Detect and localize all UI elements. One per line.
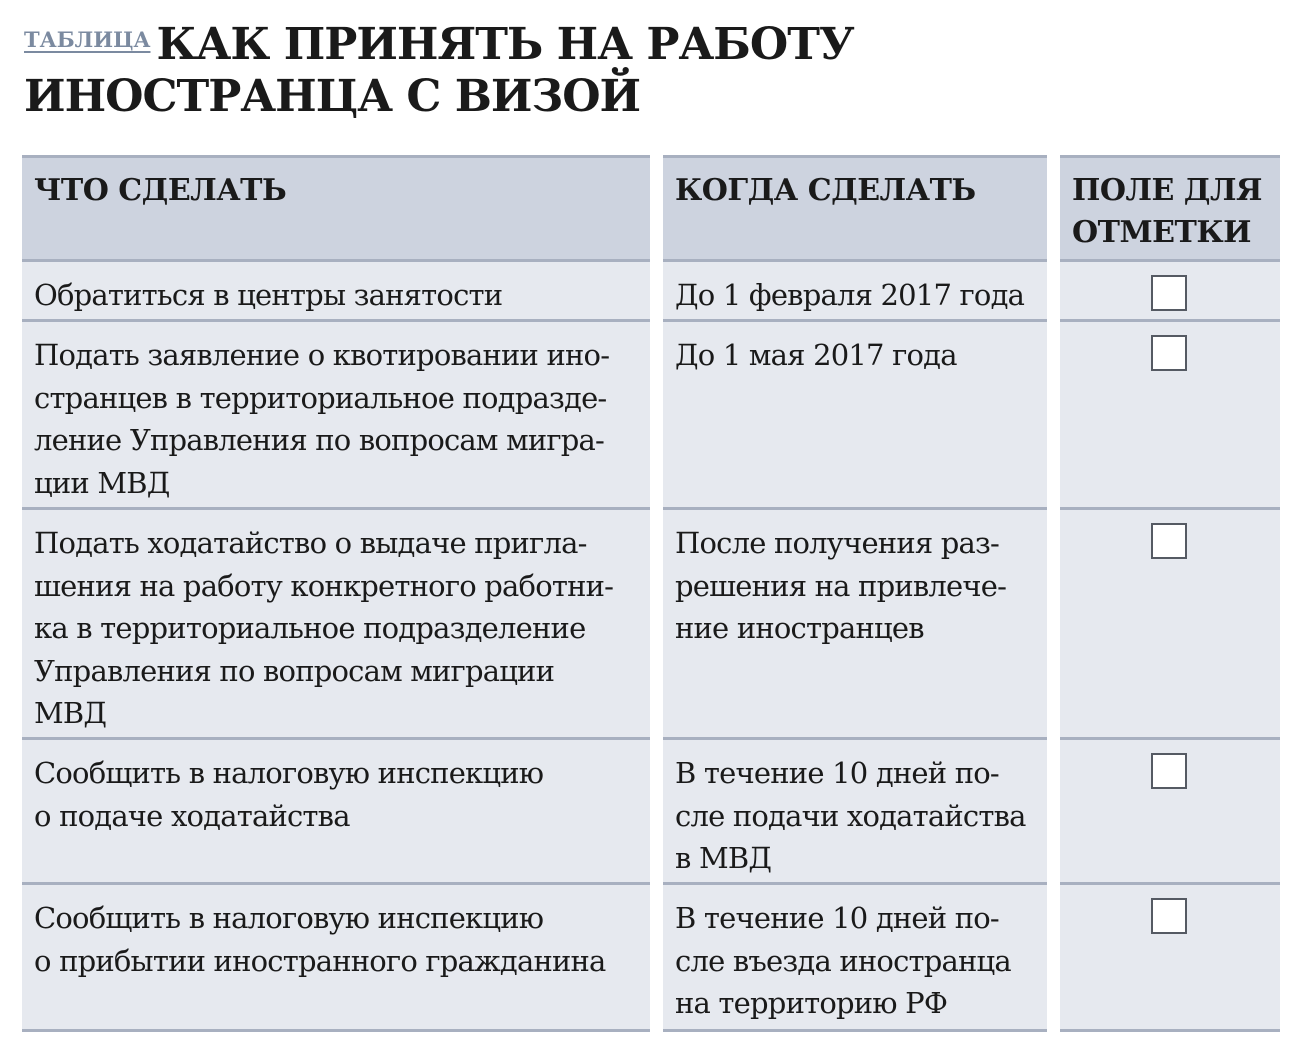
mark-cell-3 — [1060, 510, 1280, 740]
text-line: После получения раз- — [675, 526, 1000, 560]
text-line: До 1 мая 2017 года — [675, 338, 957, 372]
text-line: о подаче ходатайства — [34, 798, 350, 833]
header-mark — [1060, 155, 1280, 262]
when-cell-5 — [663, 885, 1047, 1032]
when-cell-3 — [663, 510, 1047, 740]
text-line: решения на привлече- — [675, 568, 1007, 603]
what-cell-3 — [22, 510, 650, 740]
when-cell-4 — [663, 740, 1047, 885]
checkbox-row-5[interactable] — [1151, 898, 1187, 934]
checkbox-row-3[interactable] — [1151, 523, 1187, 559]
text-line: ции МВД — [34, 465, 170, 500]
header-when: КОГДА СДЕЛАТЬ — [663, 155, 1047, 262]
header-mark-line-2: ОТМЕТКИ — [1072, 215, 1251, 250]
table-title-block — [24, 14, 1284, 123]
page-title-line-1: КАК ПРИНЯТЬ НА РАБОТУ — [156, 19, 854, 70]
text-line: ка в территориальное подразделение — [34, 611, 586, 645]
what-cell-5 — [22, 885, 650, 1032]
text-line: сле въезда иностранца — [675, 943, 1011, 978]
title-line-1 — [24, 14, 1284, 71]
header-what: ЧТО СДЕЛАТЬ — [22, 155, 650, 262]
header-mark-line-1: ПОЛЕ ДЛЯ — [1072, 173, 1262, 208]
column-mark — [1060, 155, 1280, 1032]
text-line: Сообщить в налоговую инспекцию — [34, 756, 544, 790]
page-title-line-2: ИНОСТРАНЦА С ВИЗОЙ — [24, 71, 641, 122]
text-line: на территорию РФ — [675, 986, 948, 1020]
text-line: ление Управления по вопросам мигра- — [34, 423, 605, 457]
text-line: Подать ходатайство о выдаче пригла- — [34, 526, 587, 560]
text-line: ние иностранцев — [675, 611, 924, 645]
text-line: сле подачи ходатайства — [675, 798, 1026, 833]
checkbox-row-4[interactable] — [1151, 753, 1187, 789]
text-line: Сообщить в налоговую инспекцию — [34, 901, 544, 935]
mark-cell-1 — [1060, 262, 1280, 322]
what-cell-2 — [22, 322, 650, 510]
text-line: странцев в территориальное подразде- — [34, 380, 607, 415]
text-line: о прибытии иностранного гражданина — [34, 943, 606, 978]
mark-cell-2 — [1060, 322, 1280, 510]
column-what — [22, 155, 650, 1032]
text-line: До 1 февраля 2017 года — [675, 278, 1025, 312]
text-line: шения на работу конкретного работни- — [34, 568, 614, 603]
what-cell-4 — [22, 740, 650, 885]
when-cell-2 — [663, 322, 1047, 510]
text-line: В течение 10 дней по- — [675, 756, 999, 790]
what-cell-1 — [22, 262, 650, 322]
mark-cell-5 — [1060, 885, 1280, 1032]
text-line: в МВД — [675, 841, 772, 875]
column-when — [663, 155, 1047, 1032]
when-cell-1 — [663, 262, 1047, 322]
text-line: Обратиться в центры занятости — [34, 278, 503, 312]
checkbox-row-2[interactable] — [1151, 335, 1187, 371]
text-line: В течение 10 дней по- — [675, 901, 999, 935]
text-line: Подать заявление о квотировании ино- — [34, 338, 610, 372]
table-kicker: ТАБЛИЦА — [24, 27, 151, 52]
mark-cell-4 — [1060, 740, 1280, 885]
text-line: Управления по вопросам миграции — [34, 653, 555, 688]
text-line: МВД — [34, 696, 107, 730]
checkbox-row-1[interactable] — [1151, 275, 1187, 311]
